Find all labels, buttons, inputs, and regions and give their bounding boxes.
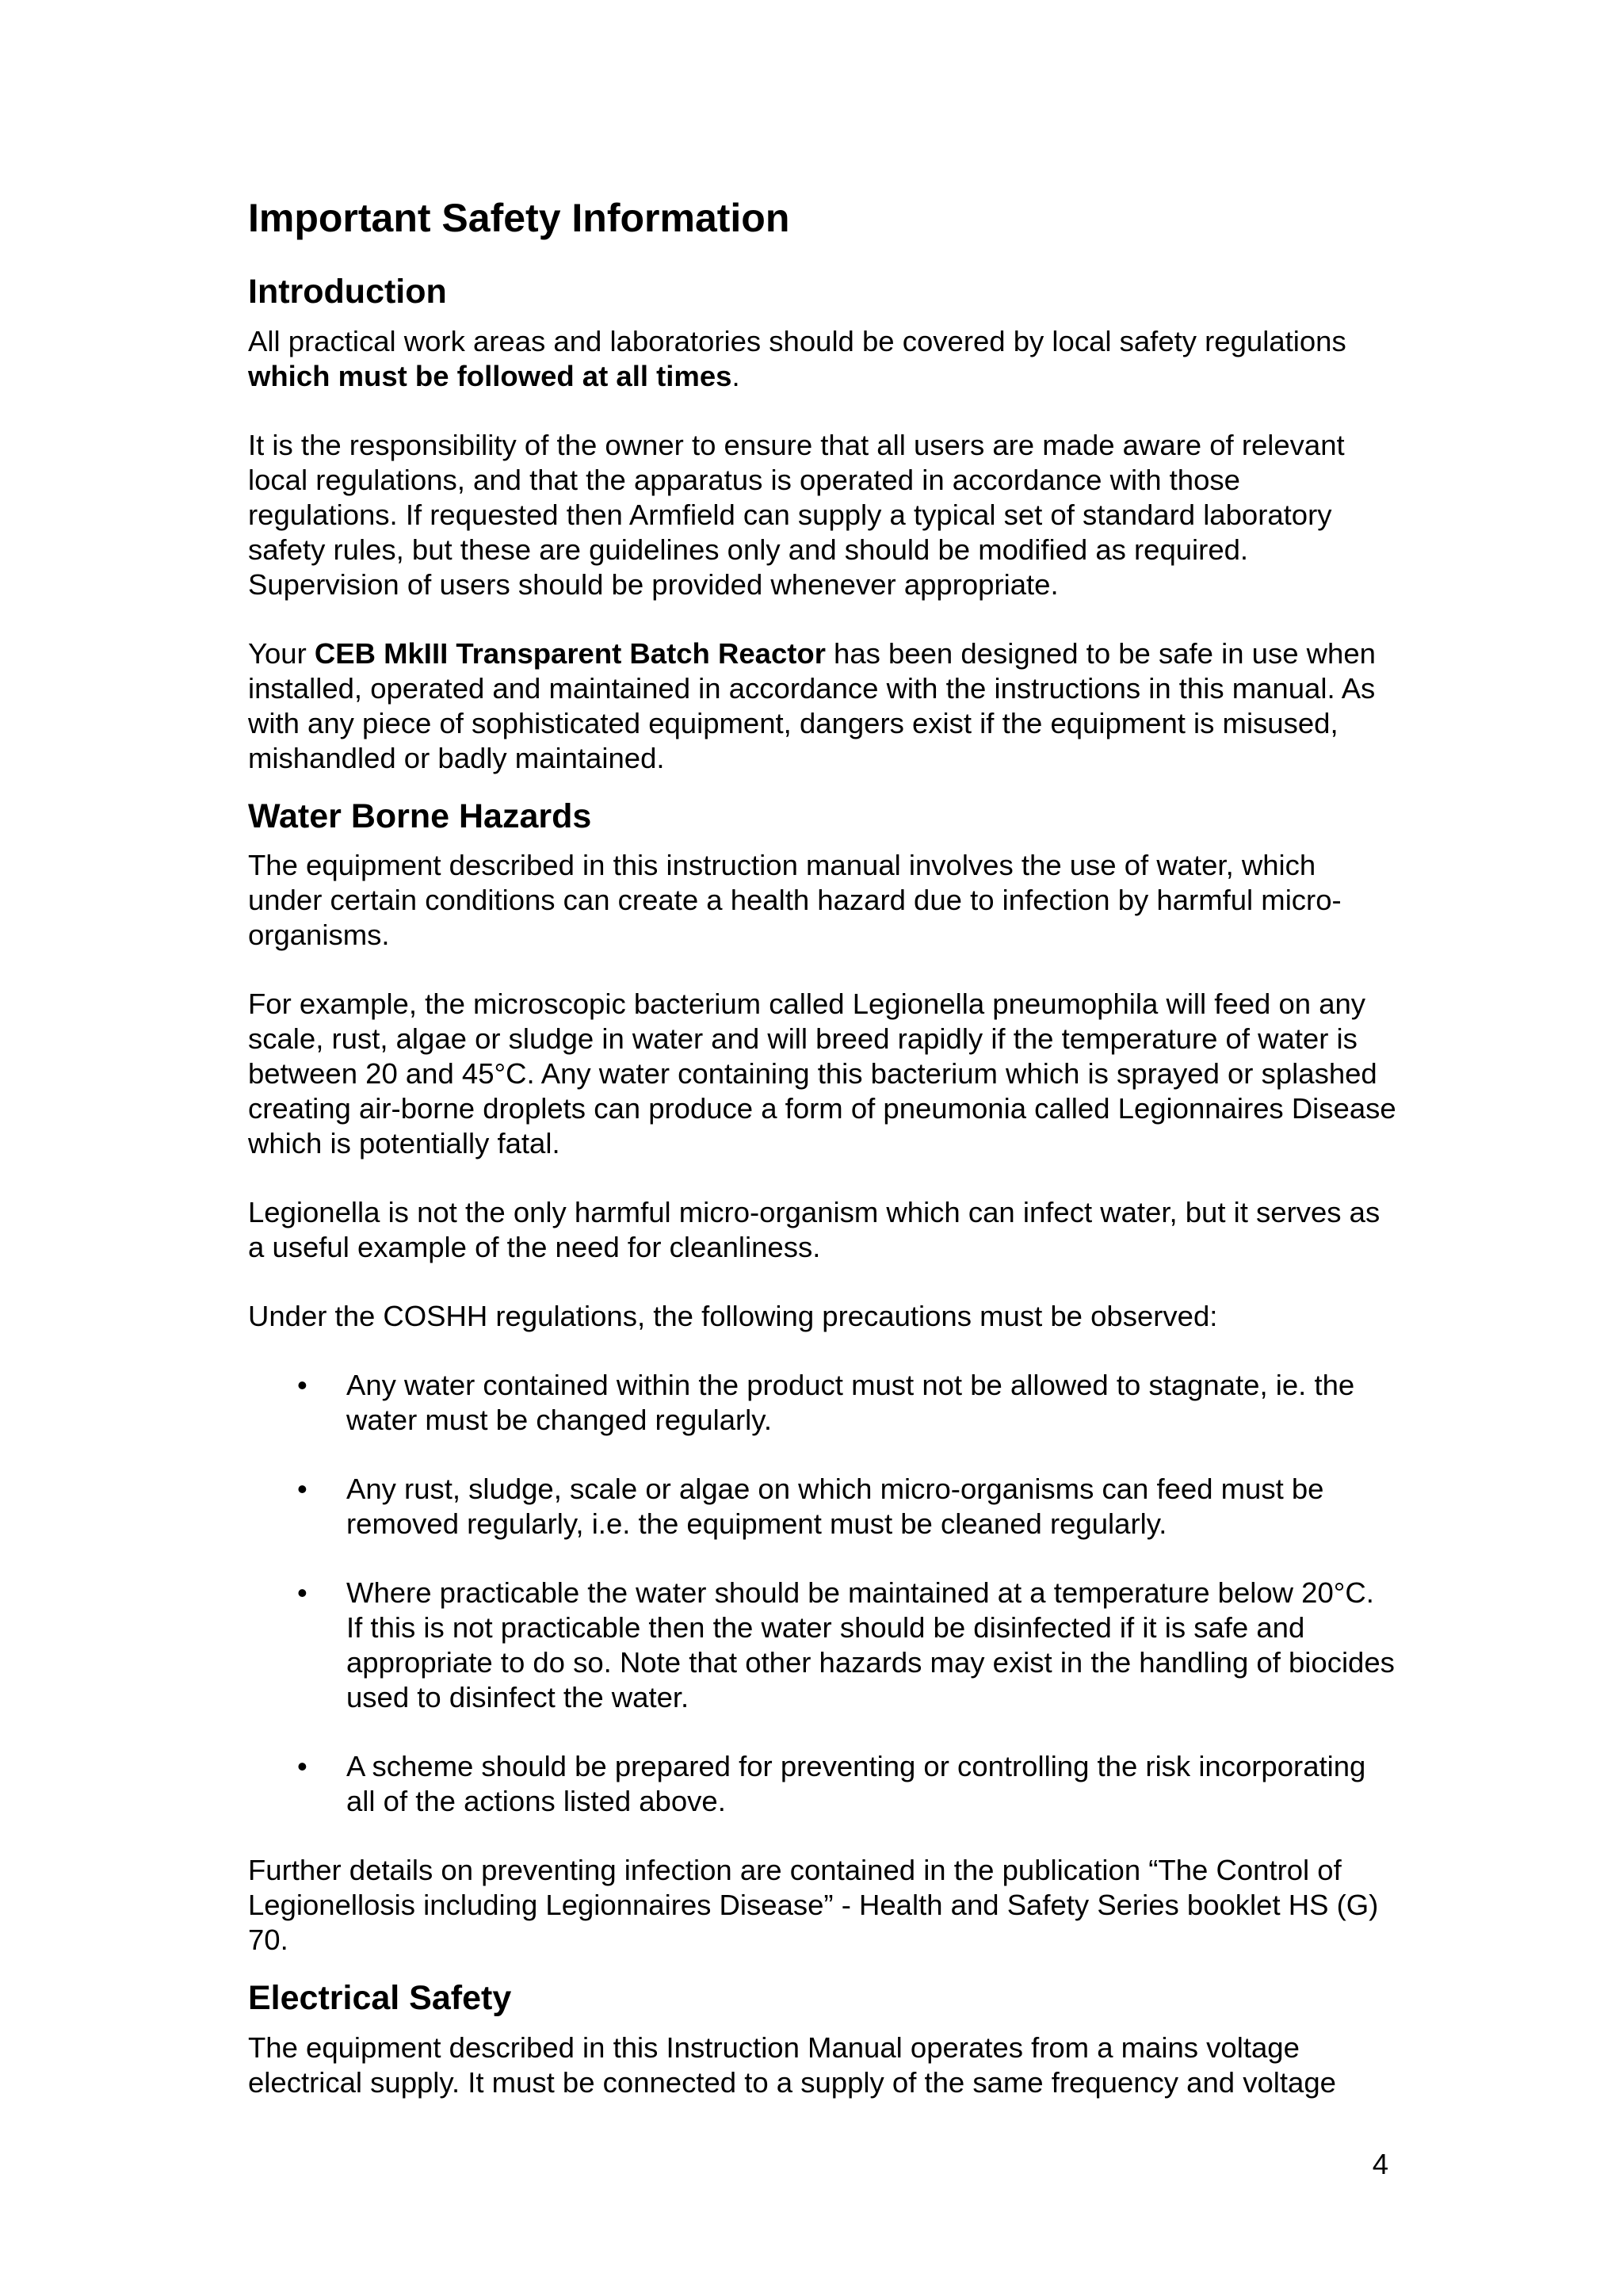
page-number: 4 <box>1372 2148 1388 2180</box>
bullet-icon: • <box>297 1473 307 1506</box>
list-item-text: A scheme should be prepared for preventing or controlling the risk incorporating all of the actions listed above. <box>346 1750 1366 1818</box>
section-heading-electrical-safety: Electrical Safety <box>248 1979 512 2018</box>
intro-paragraph-2: It is the responsibility of the owner to ensure that all users are made aware of relevant local regulations, and that the apparatus is operated in accordance with those regulations. If requested then Armfield can supply a typical set of standard laboratory safety rules, but these are guidelines only and should be modified as required. Supervision of users should be provided whenever appropriate. <box>248 428 1345 601</box>
list-item-text: Where practicable the water should be maintained at a temperature below 20°C. If this is not practicable then the water should be disinfected if it is safe and appropriate to do so. Note that other hazards may exist in the handling of biocides used to disinfect the water. <box>346 1576 1395 1714</box>
water-paragraph-5: Further details on preventing infection are contained in the publication “The Control of Legionellosis including Legionnaires Disease” - Health and Safety Series booklet HS (G) 70. <box>248 1854 1379 1957</box>
bullet-icon: • <box>297 1750 307 1783</box>
water-paragraph-3: Legionella is not the only harmful micro-organism which can infect water, but it serves as a useful example of the need for cleanliness. <box>248 1196 1381 1264</box>
intro-p1-bold: which must be followed at all times <box>248 359 732 392</box>
list-item-text: Any water contained within the product must not be allowed to stagnate, ie. the water must be changed regularly. <box>346 1369 1355 1437</box>
water-paragraph-1: The equipment described in this instruction manual involves the use of water, which under certain conditions can create a health hazard due to infection by harmful micro-organisms. <box>248 849 1342 952</box>
section-heading-introduction: Introduction <box>248 273 447 311</box>
intro-p3-bold: CEB MkIII Transparent Batch Reactor <box>314 636 826 670</box>
list-item <box>248 1576 1397 1715</box>
precautions-list <box>248 1368 1397 1819</box>
list-item-text: Any rust, sludge, scale or algae on which micro-organisms can feed must be removed regularly, i.e. the equipment must be cleaned regularly. <box>346 1473 1324 1541</box>
water-paragraph-2: For example, the microscopic bacterium called Legionella pneumophila will feed on any scale, rust, algae or sludge in water and will breed rapidly if the temperature of water is between 20 and 45°C. Any water containing this bacterium which is sprayed or splashed creating air-borne droplets can produce a form of pneumonia called Legionnaires Disease which is potentially fatal. <box>248 988 1396 1160</box>
intro-p1-end: . <box>731 359 740 392</box>
page-title: Important Safety Information <box>248 196 790 240</box>
list-item <box>248 1749 1397 1819</box>
intro-p3-end: has been designed to be safe in use when installed, operated and maintained in accordance with the instructions in this manual. As with any piece of sophisticated equipment, dangers exist if the equipment is misused, mishandled or badly maintained. <box>248 636 1376 774</box>
water-paragraph-4: Under the COSHH regulations, the following precautions must be observed: <box>248 1300 1218 1333</box>
page-content <box>248 194 1397 2134</box>
section-heading-water-borne-hazards: Water Borne Hazards <box>248 797 592 835</box>
bullet-icon: • <box>297 1369 307 1402</box>
intro-p1-text: All practical work areas and laboratories should be covered by local safety regulations <box>248 324 1346 357</box>
intro-paragraph-1 <box>248 324 1397 394</box>
intro-paragraph-3 <box>248 636 1397 776</box>
intro-p3-text: Your <box>248 636 315 670</box>
list-item <box>248 1368 1397 1438</box>
list-item <box>248 1472 1397 1541</box>
bullet-icon: • <box>297 1576 307 1610</box>
electrical-paragraph-1: The equipment described in this Instruction Manual operates from a mains voltage electrical supply. It must be connected to a supply of the same frequency and voltage <box>248 2030 1336 2099</box>
